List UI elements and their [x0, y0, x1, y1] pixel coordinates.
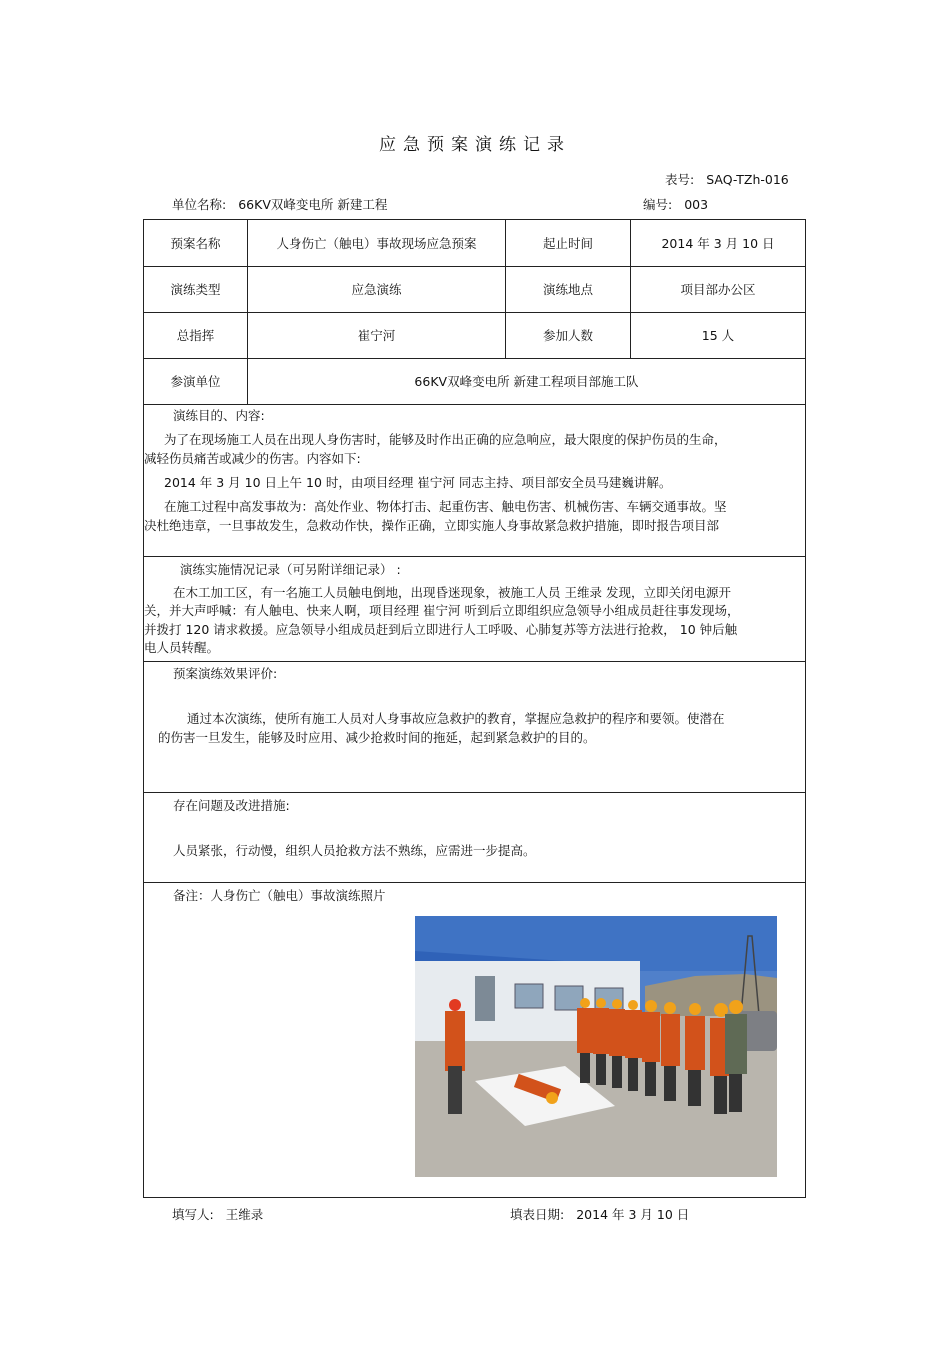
implementation-line: 并拨打 120 请求救援。应急领导小组成员赶到后立即进行人工呼吸、心肺复苏等方法进行抢救， 10 钟后触: [144, 622, 738, 637]
photo-standing-helmet: [449, 999, 461, 1011]
fill-date: 填表日期: 2014 年 3 月 10 日: [510, 1207, 690, 1222]
form-number: 表号: SAQ-TZh-016: [665, 172, 789, 187]
drill-photo-illustration: [415, 916, 777, 1177]
remarks-text: 备注：人身伤亡（触电）事故演练照片: [173, 888, 386, 903]
commander-label: 总指挥: [144, 312, 248, 358]
time-label: 起止时间: [506, 220, 631, 266]
place-value: 项目部办公区: [680, 282, 756, 297]
table-row: [144, 220, 805, 267]
photo-window: [515, 984, 543, 1008]
implementation-section: [144, 557, 805, 662]
plan-name-value: 人身伤亡（触电）事故现场应急预案: [248, 220, 506, 266]
table-row: [144, 358, 805, 405]
implementation-line: 电人员转醒。: [144, 640, 220, 655]
evaluation-line: 的伤害一旦发生，能够及时应用、减少抢救时间的拖延，起到紧急救护的目的。: [158, 730, 596, 745]
purpose-line: 2014 年 3 月 10 日上午 10 时，由项目经理 崔宁河 同志主持、项目部安全员马建巍讲解。: [164, 475, 672, 490]
table-row: [144, 312, 805, 359]
units-value: 66KV双峰变电所 新建工程项目部施工队: [414, 374, 639, 389]
place-label: 演练地点: [506, 266, 631, 312]
table-row: [144, 266, 805, 313]
photo-door: [475, 976, 495, 1021]
type-value: 应急演练: [248, 266, 506, 312]
filler: 填写人: 王维录: [172, 1207, 264, 1222]
photo-window: [555, 986, 583, 1010]
purpose-line: 决杜绝违章，一旦事故发生，急救动作快，操作正确，立即实施人身事故紧急救护措施，即时报告项目部: [144, 518, 720, 533]
record-table: [143, 219, 806, 1198]
purpose-section: [144, 404, 805, 557]
purpose-line: 在施工过程中高发事故为：高处作业、物体打击、起重伤害、触电伤害、机械伤害、车辆交通事故。坚: [164, 499, 727, 514]
unit-name: 单位名称: 66KV双峰变电所 新建工程: [172, 197, 388, 212]
type-label: 演练类型: [144, 266, 248, 312]
document-title: 应急预案演练记录: [379, 135, 571, 155]
count-value: 15 人: [701, 328, 735, 343]
implementation-line: 关，并大声呼喊：有人触电、快来人啊，项目经理 崔宁河 听到后立即组织应急领导小组成员赶往事发现场，: [144, 603, 740, 618]
purpose-line: 减轻伤员痛苦或减少的伤害。内容如下:: [144, 451, 361, 466]
plan-name-label: 预案名称: [144, 220, 248, 266]
implementation-line: 在木工加工区，有一名施工人员触电倒地，出现昏迷现象，被施工人员 王维录 发现，立即关闭电源开: [173, 585, 731, 600]
purpose-heading: 演练目的、内容:: [173, 408, 265, 423]
issues-section: [144, 793, 805, 883]
commander-value: 崔宁河: [248, 312, 506, 358]
count-label: 参加人数: [506, 312, 631, 358]
evaluation-section: [144, 662, 805, 793]
time-value: 2014 年 3 月 10 日: [661, 236, 775, 251]
serial-number: 编号: 003: [643, 197, 709, 212]
drill-photo: [415, 916, 777, 1177]
issues-text: 人员紧张，行动慢，组织人员抢救方法不熟练，应需进一步提高。: [173, 843, 536, 858]
issues-heading: 存在问题及改进措施:: [173, 798, 290, 813]
implementation-heading: 演练实施情况记录（可另附详细记录） :: [180, 562, 401, 577]
remarks-section: [144, 883, 805, 1197]
photo-standing-legs: [448, 1066, 462, 1114]
photo-lying-helmet: [546, 1092, 558, 1104]
evaluation-line: 通过本次演练，使所有施工人员对人身事故应急救护的教育，掌握应急救护的程序和要领。使潜在: [187, 711, 725, 726]
evaluation-heading: 预案演练效果评价:: [173, 666, 278, 681]
photo-standing-person: [445, 1011, 465, 1071]
purpose-line: 为了在现场施工人员在出现人身伤害时，能够及时作出正确的应急响应，最大限度的保护伤员的生命，: [164, 432, 727, 447]
units-label: 参演单位: [144, 358, 248, 404]
